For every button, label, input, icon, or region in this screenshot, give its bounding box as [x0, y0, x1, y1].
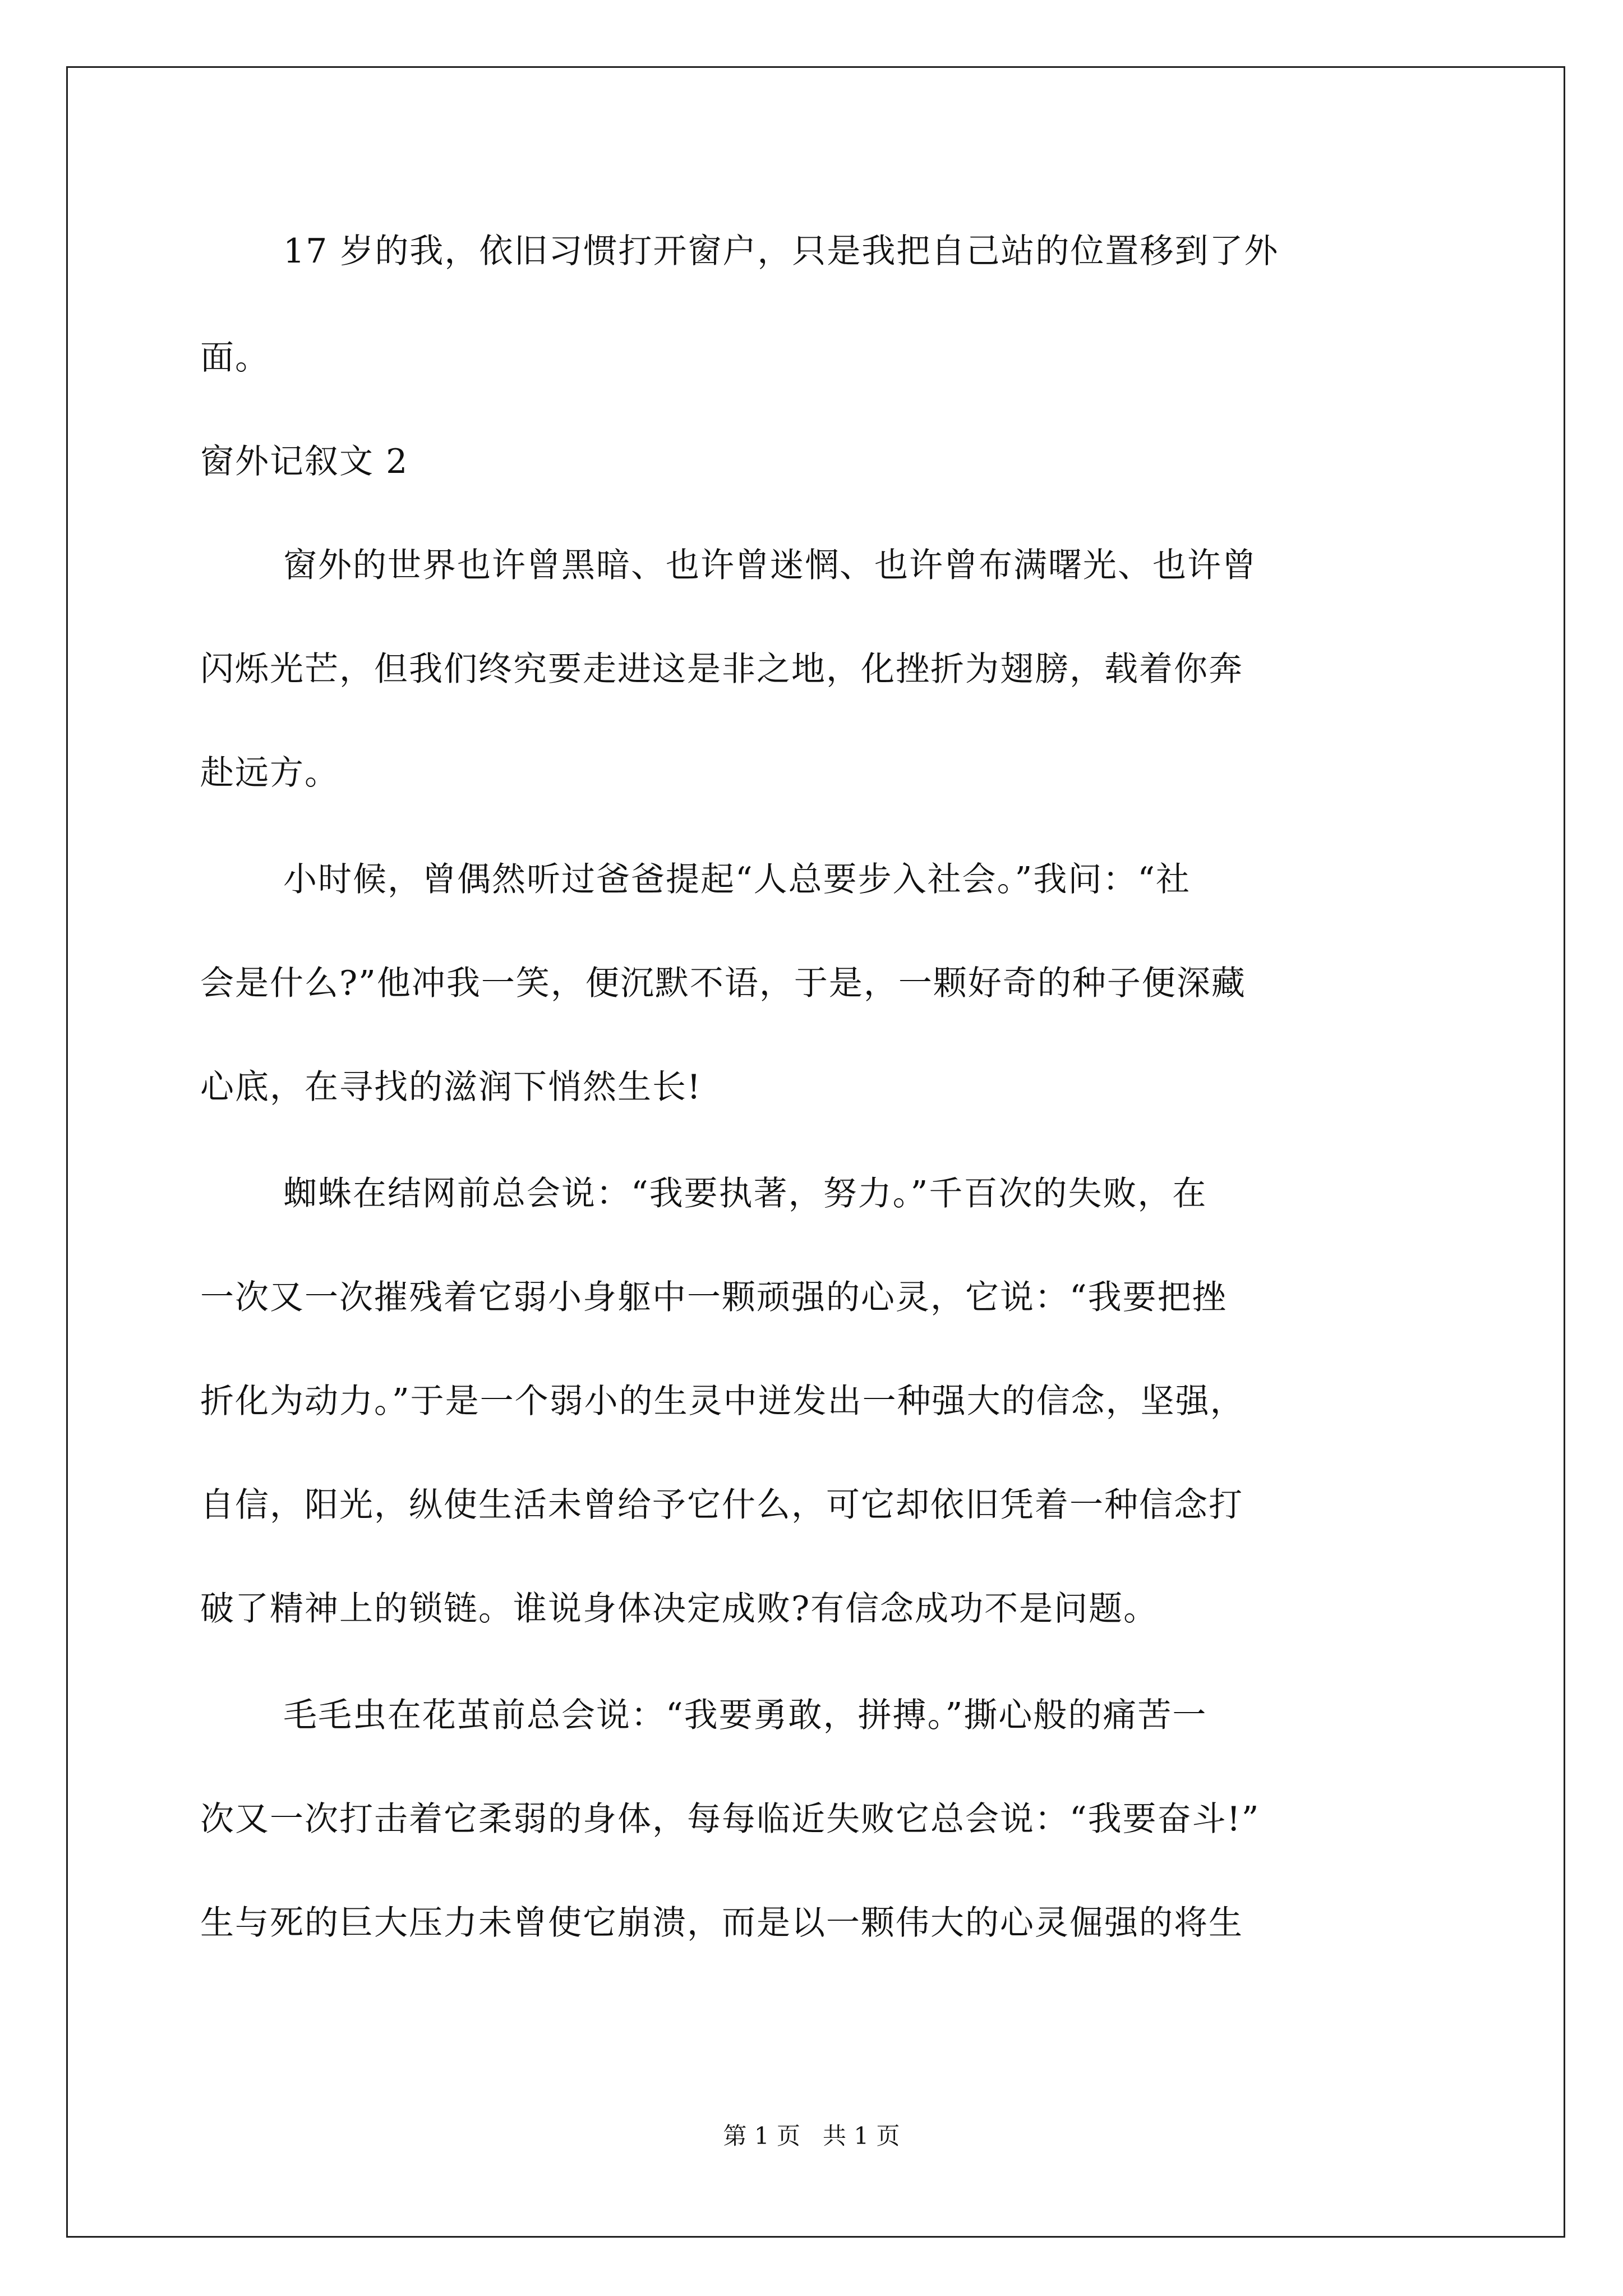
text-line: 心底，在寻找的滋润下悄然生长! [200, 1068, 702, 1107]
text-line: 生与死的巨大压力未曾使它崩溃，而是以一颗伟大的心灵倔强的将生 [200, 1903, 1243, 1943]
section-heading: 窗外记叙文 2 [200, 442, 409, 481]
text-line: 一次又一次摧残着它弱小身躯中一颗顽强的心灵，它说：“我要把挫 [200, 1278, 1227, 1317]
text-line: 会是什么?”他冲我一笑，便沉默不语，于是，一颗好奇的种子便深藏 [200, 964, 1246, 1003]
text-line: 闪烁光芒，但我们终究要走进这是非之地，化挫折为翅膀，载着你奔 [200, 650, 1243, 689]
text-line: 自信，阳光，纵使生活未曾给予它什么，可它却依旧凭着一种信念打 [200, 1485, 1243, 1525]
text-line: 小时候，曾偶然听过爸爸提起“人总要步入社会。”我问：“社 [283, 860, 1191, 899]
text-line: 次又一次打击着它柔弱的身体，每每临近失败它总会说：“我要奋斗!” [200, 1800, 1260, 1839]
page-footer: 第 1 页 共 1 页 [723, 2122, 900, 2150]
text-line: 窗外的世界也许曾黑暗、也许曾迷惘、也许曾布满曙光、也许曾 [283, 546, 1257, 585]
text-line: 面。 [200, 338, 270, 378]
text-line: 折化为动力。”于是一个弱小的生灵中迸发出一种强大的信念，坚强， [200, 1382, 1245, 1421]
text-line: 17 岁的我，依旧习惯打开窗户，只是我把自己站的位置移到了外 [283, 232, 1279, 271]
text-line: 毛毛虫在花茧前总会说：“我要勇敢，拼搏。”撕心般的痛苦一 [283, 1696, 1207, 1735]
text-line: 赴远方。 [200, 753, 339, 793]
text-line: 蜘蛛在结网前总会说：“我要执著，努力。”千百次的失败，在 [283, 1174, 1207, 1213]
text-line: 破了精神上的锁链。谁说身体决定成败?有信念成功不是问题。 [200, 1589, 1159, 1628]
